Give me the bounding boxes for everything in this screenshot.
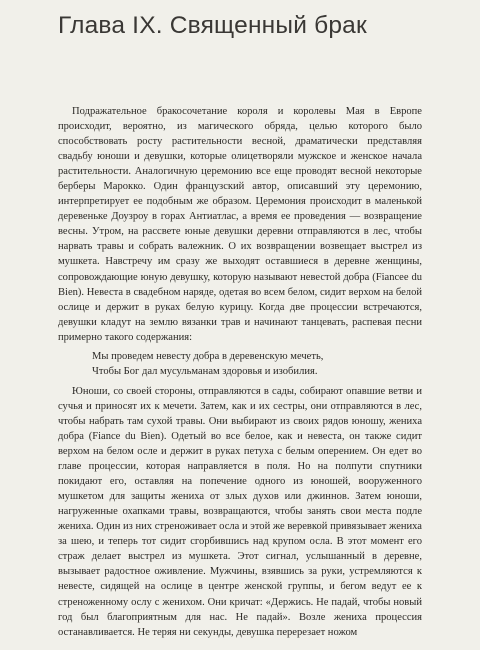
verse-quote <box>92 349 422 379</box>
body-text <box>58 104 422 640</box>
paragraph-2: Юноши, со своей стороны, отправляются в сады, собирают опавшие ветви и сучья и приносят их к мечети. Затем, как и их сестры, они отправляются в лес, чтобы набрать там сухой травы. Они выбирают из своих рядов юношу, жениха добра (Fiance du Bien). Одетый во все белое, как и невеста, он также сидит верхом на белом осле и держит в руках петуха с белым оперением. Он едет во главе процессии, которая направляется в поля. Но на полпути спутники покидают его, оставляя на попечение одного из юношей, вооруженного мушкетом для защиты жениха от злых духов или джиннов. Затем юноши, нагруженные охапками травы, возвращаются, чтобы занять свои места подле жениха. Один из них стреноживает осла и этой же веревкой привязывает жениха за шею, и теперь тот сидит сгорбившись над крупом осла. В этот момент его страж делает выстрел из мушкета. Этот сигнал, услышанный в деревне, вызывает радостное оживление. Мужчины, взявшись за руки, устремляются к невесте, сидящей на ослице в центре женской группы, и бегом ведут ее к стреноженному ослу с женихом. Они кричат: «Держись. Не падай, чтобы новый год был благоприятным для нас. Не падай». Возле жениха процессия останавливается. Не теряя ни секунды, девушка перерезает ножом <box>58 385 422 638</box>
chapter-title: Глава IX. Священный брак <box>58 12 367 39</box>
paragraph-1: Подражательное бракосочетание короля и королевы Мая в Европе происходит, вероятно, из магического обряда, целью которого было способствовать росту растительности весной, драматически представляя свадьбу юноши и девушки, которые олицетворяли мужское и женское начала растительности. Аналогичную церемонию все еще проводят весной некоторые берберы Марокко. Один французский автор, описавший эту церемонию, интерпретирует ее подобным же образом. Церемония происходит в маленькой деревеньке Доузроу в горах Антиатлас, а время ее проведения — возвращение весны. Утром, на рассвете юные девушки деревни отправляются в лес, чтобы нарвать травы и собрать валежник. О их возвращении возвещает выстрел из мушкета. Навстречу им сразу же выходят оставшиеся в деревне женщины, сопровождающие юную девушку, которую называют невестой добра (Fiancee du Bien). Невеста в свадебном наряде, одетая во всем белом, сидит верхом на белой ослице и держит в руках белую курицу. Когда две процессии встречаются, девушки кладут на землю вязанки трав и начинают танцевать, распевая песни примерно такого содержания: <box>58 106 422 343</box>
verse-line-1: Мы проведем невесту добра в деревенскую мечеть, <box>92 350 324 362</box>
verse-line-2: Чтобы Бог дал мусульманам здоровья и изобилия. <box>92 365 318 377</box>
